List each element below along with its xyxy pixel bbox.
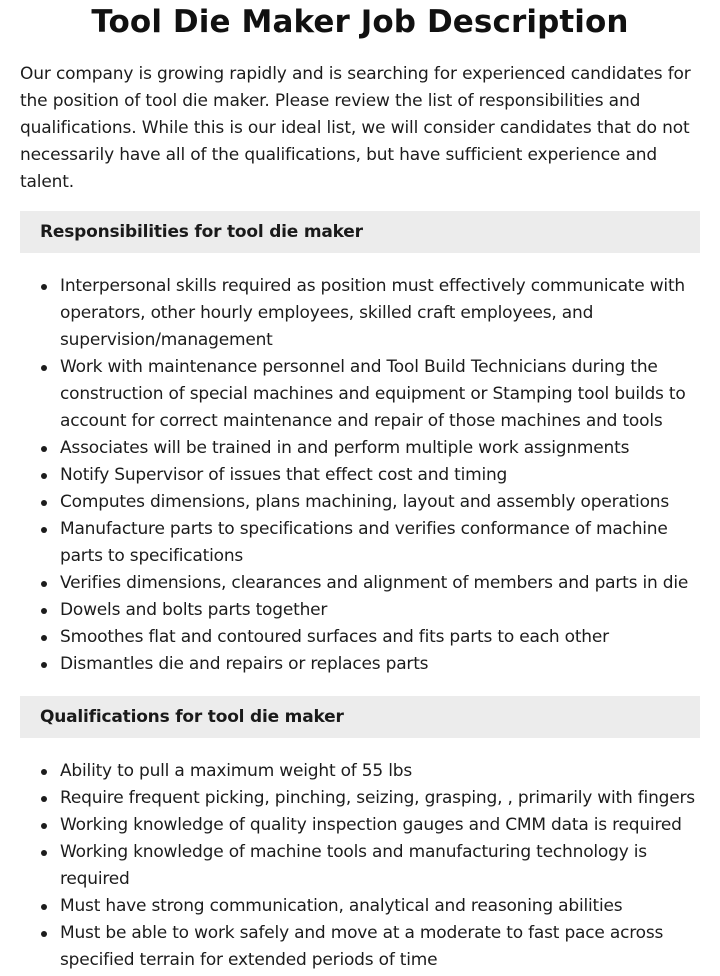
intro-paragraph: Our company is growing rapidly and is searching for experienced candidates for the position of tool die maker. Please review the list of responsibilities and qualifications. While this is our ideal list, we will consider candidates that do not necessarily have all of the qualifications, but have sufficient experience and talent. — [20, 64, 691, 192]
list-item: Require frequent picking, pinching, seizing, grasping, , primarily with fingers — [20, 785, 700, 812]
list-item: Smoothes flat and contoured surfaces and fits parts to each other — [20, 624, 700, 651]
list-item: Computes dimensions, plans machining, layout and assembly operations — [20, 489, 700, 516]
list-item: Working knowledge of quality inspection gauges and CMM data is required — [20, 812, 700, 839]
page-title: Tool Die Maker Job Description — [91, 4, 629, 40]
list-item: Ability to pull a maximum weight of 55 lbs — [20, 758, 700, 785]
list-item: Work with maintenance personnel and Tool Build Technicians during the construction of special machines and equipment or Stamping tool builds to account for correct maintenance and repair of those machines and tools — [20, 354, 700, 435]
list-item: Interpersonal skills required as position must effectively communicate with operators, other hourly employees, skilled craft employees, and supervision/management — [20, 273, 700, 354]
responsibilities-list — [20, 273, 700, 678]
responsibilities-heading: Responsibilities for tool die maker — [20, 211, 700, 253]
list-item: Dismantles die and repairs or replaces parts — [20, 651, 700, 678]
qualifications-heading: Qualifications for tool die maker — [20, 696, 700, 738]
list-item: Manufacture parts to specifications and verifies conformance of machine parts to specifications — [20, 516, 700, 570]
list-item: Must have strong communication, analytical and reasoning abilities — [20, 893, 700, 920]
list-item: Working knowledge of machine tools and manufacturing technology is required — [20, 839, 700, 893]
list-item: Dowels and bolts parts together — [20, 597, 700, 624]
list-item: Associates will be trained in and perform multiple work assignments — [20, 435, 700, 462]
list-item: Must be able to work safely and move at a moderate to fast pace across specified terrain for extended periods of time — [20, 920, 700, 974]
qualifications-list — [20, 758, 700, 974]
list-item: Verifies dimensions, clearances and alignment of members and parts in die — [20, 570, 700, 597]
list-item: Notify Supervisor of issues that effect cost and timing — [20, 462, 700, 489]
